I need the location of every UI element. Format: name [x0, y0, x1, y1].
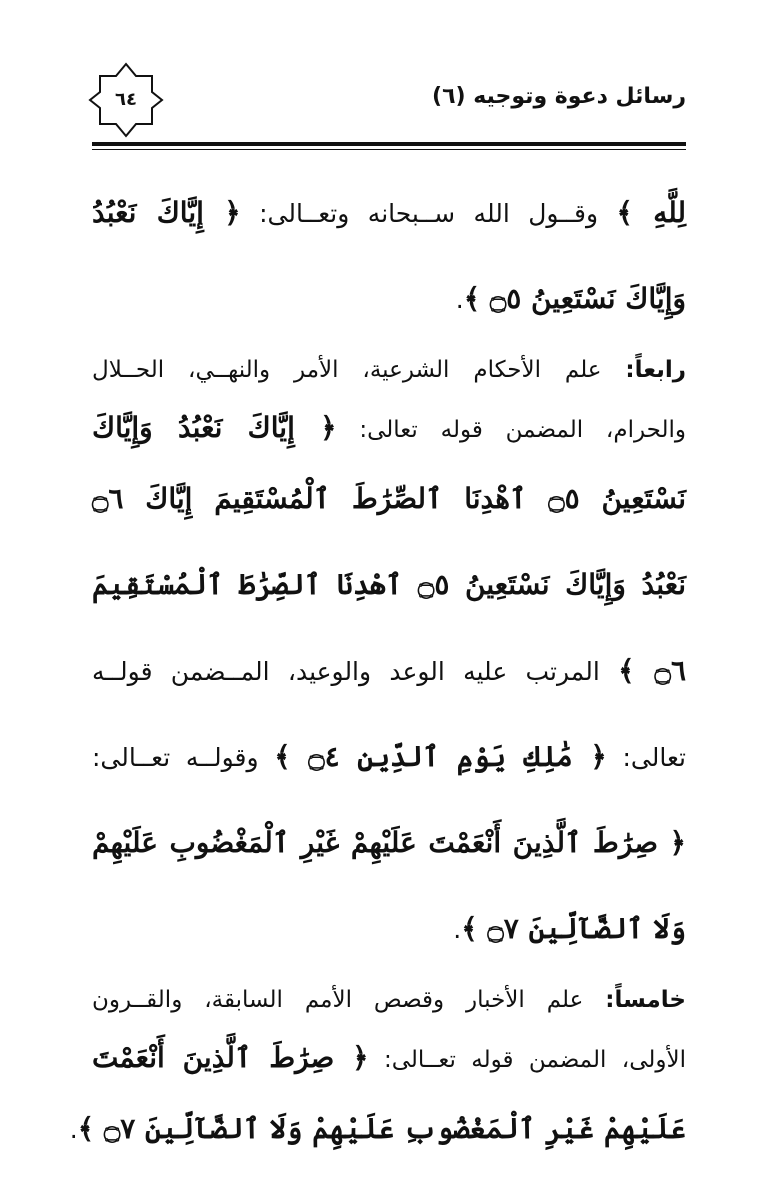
quran-quote: عَلَيْهِمْ غَيْرِ ٱلْمَغْضُوبِ عَلَيْهِمْ وَلَا ٱلضَّآلِّينَ ۝٧ ﴾: [77, 1112, 686, 1145]
text-line: [92, 456, 686, 542]
section-lead: خامساً:: [605, 987, 686, 1013]
text-line: [92, 342, 686, 399]
page-header: [88, 62, 686, 142]
header-rule-thick: [92, 142, 686, 146]
body-text: [69, 170, 687, 1172]
quran-quote: نَعْبُدُ وَإِيَّاكَ نَسْتَعِينُ ۝٥ ٱهْدِنَا ٱلصِّرَٰطَ ٱلْمُسْتَقِيمَ: [92, 568, 686, 601]
text-line: [92, 972, 686, 1029]
quran-quote: ﴿ صِرَٰطَ ٱلَّذِينَ أَنْعَمْتَ: [92, 1041, 369, 1074]
text-line: [92, 1029, 686, 1086]
text-line: [92, 170, 686, 256]
plain-text: والحرام، المضمن قوله تعالى:: [336, 417, 687, 443]
quran-quote: ۝٦ ﴾: [618, 654, 686, 687]
plain-text: وقولــه تعــالى:: [92, 743, 275, 772]
plain-text: .: [455, 285, 464, 314]
quran-quote: وَإِيَّاكَ نَسْتَعِينُ ۝٥ ﴾: [463, 282, 686, 315]
plain-text: المرتب عليه الوعد والوعيد، المــضمن قولــه: [92, 657, 619, 686]
text-line: [92, 628, 686, 714]
quran-quote: لِلَّهِ ﴾: [616, 196, 687, 229]
running-title: رسائل دعوة وتوجيه (٦): [432, 84, 686, 109]
text-line: [92, 714, 686, 800]
plain-text: الأولى، المضمن قوله تعــالى:: [368, 1047, 687, 1073]
text-line: [92, 800, 686, 886]
plain-text: علم الأخبار وقصص الأمم السابقة، والقــرون: [92, 987, 606, 1013]
header-rule-thin: [92, 149, 686, 150]
page-number: ٦٤: [115, 89, 137, 110]
quran-quote: نَسْتَعِينُ ۝٥ ٱهْدِنَا ٱلصِّرَٰطَ ٱلْمُسْتَقِيمَ إِيَّاكَ ۝٦: [92, 482, 686, 515]
plain-text: .: [69, 1115, 78, 1144]
text-line: [92, 542, 686, 628]
text-line: [92, 399, 686, 456]
section-lead: رابعاً:: [625, 357, 686, 383]
quran-quote: ﴿ إِيَّاكَ نَعْبُدُ وَإِيَّاكَ: [92, 411, 337, 444]
text-line: [92, 886, 686, 972]
quran-quote: وَلَا ٱلضَّآلِّينَ ۝٧ ﴾: [461, 912, 686, 945]
text-line: [69, 1086, 686, 1172]
plain-text: .: [453, 915, 462, 944]
text-line: [92, 256, 686, 342]
quran-quote: ﴿ صِرَٰطَ ٱلَّذِينَ أَنْعَمْتَ عَلَيْهِمْ غَيْرِ ٱلْمَغْضُوبِ عَلَيْهِمْ: [92, 826, 686, 859]
plain-text: تعالى:: [606, 743, 686, 772]
plain-text: وقــول الله ســبحانه وتعــالى:: [240, 199, 617, 228]
plain-text: علم الأحكام الشرعية، الأمر والنهــي، الحــلال: [92, 357, 626, 383]
quran-quote: ﴿ مَٰلِكِ يَوْمِ ٱلدِّينِ ۝٤ ﴾: [274, 740, 607, 773]
page-number-badge: [88, 62, 164, 138]
quran-quote: ﴿ إِيَّاكَ نَعْبُدُ: [92, 196, 241, 229]
